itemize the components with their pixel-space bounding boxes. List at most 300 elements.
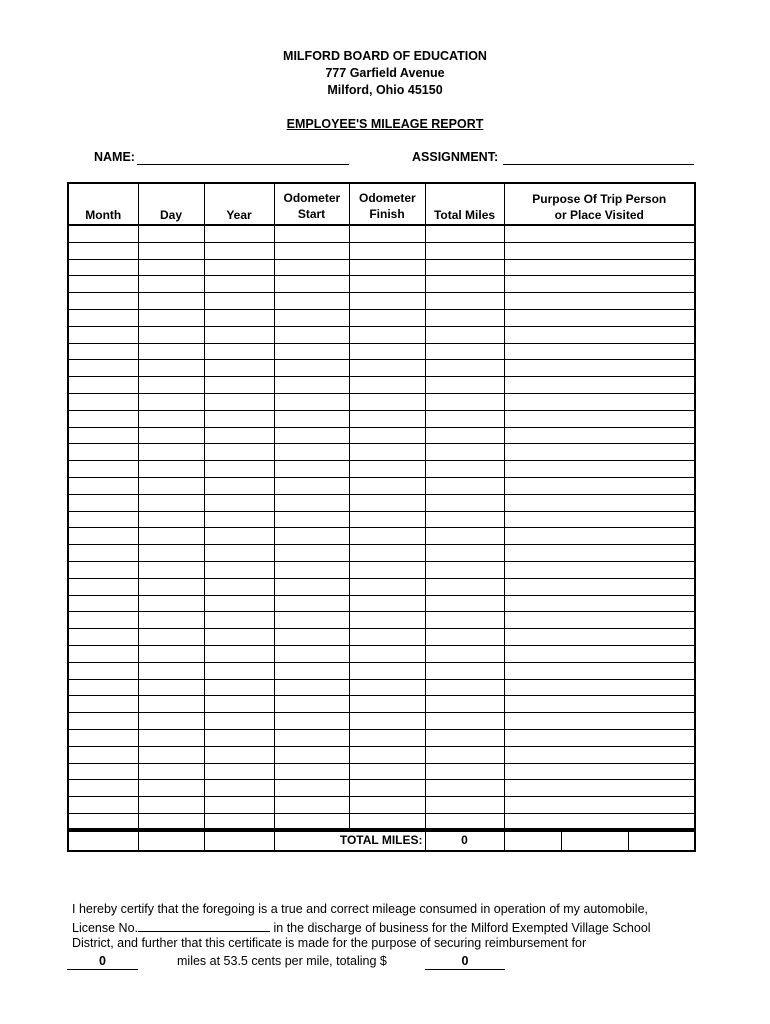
org-name: MILFORD BOARD OF EDUCATION (283, 49, 487, 63)
totals-blank-cell (561, 829, 628, 851)
table-cell[interactable] (349, 293, 425, 310)
table-cell[interactable] (425, 326, 504, 343)
table-cell[interactable] (68, 511, 138, 528)
table-cell[interactable] (504, 360, 695, 377)
table-cell[interactable] (349, 309, 425, 326)
table-row (68, 595, 695, 612)
table-cell[interactable] (504, 326, 695, 343)
table-cell[interactable] (138, 662, 204, 679)
table-cell[interactable] (274, 444, 349, 461)
table-cell[interactable] (274, 679, 349, 696)
table-cell[interactable] (349, 629, 425, 646)
table-cell[interactable] (425, 578, 504, 595)
table-cell[interactable] (274, 763, 349, 780)
table-cell[interactable] (138, 444, 204, 461)
table-cell[interactable] (138, 377, 204, 394)
table-row (68, 444, 695, 461)
totals-blank-cell (204, 829, 274, 851)
table-cell[interactable] (204, 461, 274, 478)
table-cell[interactable] (204, 276, 274, 293)
table-cell[interactable] (504, 763, 695, 780)
table-cell[interactable] (425, 259, 504, 276)
table-cell[interactable] (138, 797, 204, 814)
table-cell[interactable] (425, 494, 504, 511)
table-cell[interactable] (349, 326, 425, 343)
table-cell[interactable] (68, 427, 138, 444)
report-title: EMPLOYEE'S MILEAGE REPORT (286, 117, 484, 131)
table-cell[interactable] (274, 511, 349, 528)
table-row (68, 360, 695, 377)
table-cell[interactable] (425, 309, 504, 326)
table-cell[interactable] (204, 393, 274, 410)
table-cell[interactable] (504, 561, 695, 578)
table-row (68, 545, 695, 562)
table-cell[interactable] (274, 242, 349, 259)
table-row (68, 797, 695, 814)
table-cell[interactable] (504, 427, 695, 444)
table-cell[interactable] (68, 343, 138, 360)
table-cell[interactable] (68, 477, 138, 494)
table-cell[interactable] (274, 713, 349, 730)
col-header-purpose-text: Purpose Of Trip Person or Place Visited (532, 192, 667, 222)
table-cell[interactable] (68, 713, 138, 730)
table-cell[interactable] (138, 763, 204, 780)
table-cell[interactable] (349, 511, 425, 528)
table-cell[interactable] (504, 225, 695, 242)
table-cell[interactable] (274, 360, 349, 377)
table-cell[interactable] (425, 427, 504, 444)
table-row (68, 293, 695, 310)
table-cell[interactable] (68, 797, 138, 814)
table-cell[interactable] (68, 410, 138, 427)
table-cell[interactable] (349, 461, 425, 478)
table-cell[interactable] (68, 545, 138, 562)
table-cell[interactable] (138, 713, 204, 730)
table-cell[interactable] (68, 242, 138, 259)
table-cell[interactable] (425, 679, 504, 696)
table-cell[interactable] (504, 528, 695, 545)
table-row (68, 528, 695, 545)
table-cell[interactable] (349, 410, 425, 427)
table-cell[interactable] (274, 780, 349, 797)
total-miles-label: TOTAL MILES: (274, 829, 425, 851)
table-cell[interactable] (204, 528, 274, 545)
table-row (68, 713, 695, 730)
table-cell[interactable] (68, 679, 138, 696)
table-row (68, 477, 695, 494)
table-cell[interactable] (274, 612, 349, 629)
table-cell[interactable] (138, 629, 204, 646)
table-row (68, 645, 695, 662)
table-cell[interactable] (504, 309, 695, 326)
table-cell[interactable] (504, 377, 695, 394)
table-cell[interactable] (425, 410, 504, 427)
table-cell[interactable] (425, 662, 504, 679)
table-cell[interactable] (425, 763, 504, 780)
table-cell[interactable] (425, 477, 504, 494)
table-cell[interactable] (204, 511, 274, 528)
table-cell[interactable] (138, 645, 204, 662)
table-cell[interactable] (138, 225, 204, 242)
table-cell[interactable] (138, 326, 204, 343)
table-cell[interactable] (138, 780, 204, 797)
table-cell[interactable] (68, 763, 138, 780)
table-row (68, 780, 695, 797)
table-cell[interactable] (204, 780, 274, 797)
table-cell[interactable] (68, 494, 138, 511)
table-cell[interactable] (68, 528, 138, 545)
table-cell[interactable] (138, 578, 204, 595)
totals-row-table (67, 828, 696, 852)
table-cell[interactable] (425, 343, 504, 360)
table-cell[interactable] (504, 393, 695, 410)
table-cell[interactable] (274, 393, 349, 410)
certified-miles-value: 0 (67, 954, 138, 970)
table-cell[interactable] (504, 645, 695, 662)
table-cell[interactable] (138, 477, 204, 494)
table-cell[interactable] (349, 477, 425, 494)
table-cell[interactable] (274, 729, 349, 746)
table-cell[interactable] (349, 662, 425, 679)
table-cell[interactable] (68, 578, 138, 595)
table-cell[interactable] (68, 309, 138, 326)
table-cell[interactable] (204, 729, 274, 746)
table-cell[interactable] (425, 612, 504, 629)
table-cell[interactable] (274, 629, 349, 646)
table-cell[interactable] (504, 461, 695, 478)
table-cell[interactable] (204, 797, 274, 814)
table-cell[interactable] (204, 494, 274, 511)
table-cell[interactable] (504, 444, 695, 461)
table-cell[interactable] (204, 427, 274, 444)
table-cell[interactable] (425, 276, 504, 293)
table-cell[interactable] (204, 444, 274, 461)
table-cell[interactable] (425, 511, 504, 528)
table-cell[interactable] (274, 461, 349, 478)
total-miles-value: 0 (425, 829, 504, 851)
table-cell[interactable] (274, 578, 349, 595)
table-cell[interactable] (425, 713, 504, 730)
table-cell[interactable] (425, 746, 504, 763)
table-cell[interactable] (504, 259, 695, 276)
license-number-field[interactable] (138, 919, 270, 932)
table-cell[interactable] (68, 561, 138, 578)
col-header-odometer-start-text: Odometer Start (283, 191, 341, 221)
totals-blank-cell (68, 829, 138, 851)
table-cell[interactable] (68, 595, 138, 612)
table-cell[interactable] (425, 780, 504, 797)
table-cell[interactable] (504, 477, 695, 494)
table-cell[interactable] (138, 343, 204, 360)
table-cell[interactable] (138, 293, 204, 310)
table-cell[interactable] (68, 696, 138, 713)
table-cell[interactable] (68, 393, 138, 410)
table-cell[interactable] (274, 696, 349, 713)
table-cell[interactable] (425, 444, 504, 461)
table-cell[interactable] (349, 645, 425, 662)
table-cell[interactable] (138, 494, 204, 511)
name-field[interactable] (137, 164, 349, 165)
table-cell[interactable] (204, 763, 274, 780)
table-cell[interactable] (274, 797, 349, 814)
table-cell[interactable] (504, 494, 695, 511)
totals-blank-cell (504, 829, 561, 851)
table-cell[interactable] (68, 293, 138, 310)
table-cell[interactable] (504, 511, 695, 528)
table-cell[interactable] (425, 696, 504, 713)
table-cell[interactable] (138, 696, 204, 713)
table-cell[interactable] (204, 679, 274, 696)
col-header-purpose (504, 183, 695, 225)
table-cell[interactable] (504, 797, 695, 814)
table-cell[interactable] (204, 477, 274, 494)
table-cell[interactable] (274, 427, 349, 444)
table-cell[interactable] (68, 629, 138, 646)
table-row (68, 259, 695, 276)
table-cell[interactable] (274, 561, 349, 578)
table-cell[interactable] (274, 595, 349, 612)
table-cell[interactable] (204, 377, 274, 394)
table-cell[interactable] (425, 528, 504, 545)
table-cell[interactable] (204, 561, 274, 578)
table-cell[interactable] (68, 225, 138, 242)
col-header-total-miles: Total Miles (425, 183, 504, 225)
table-cell[interactable] (349, 713, 425, 730)
table-cell[interactable] (68, 645, 138, 662)
table-cell[interactable] (138, 561, 204, 578)
table-cell[interactable] (349, 528, 425, 545)
assignment-field[interactable] (503, 164, 694, 165)
table-row (68, 629, 695, 646)
table-row (68, 662, 695, 679)
table-cell[interactable] (204, 343, 274, 360)
table-cell[interactable] (204, 595, 274, 612)
table-cell[interactable] (204, 293, 274, 310)
table-cell[interactable] (274, 746, 349, 763)
table-cell[interactable] (425, 461, 504, 478)
table-cell[interactable] (349, 259, 425, 276)
table-cell[interactable] (274, 225, 349, 242)
table-cell[interactable] (349, 427, 425, 444)
table-cell[interactable] (274, 645, 349, 662)
table-cell[interactable] (349, 729, 425, 746)
table-cell[interactable] (204, 242, 274, 259)
table-cell[interactable] (68, 276, 138, 293)
table-cell[interactable] (204, 612, 274, 629)
table-cell[interactable] (68, 360, 138, 377)
table-cell[interactable] (68, 259, 138, 276)
table-cell[interactable] (349, 225, 425, 242)
table-cell[interactable] (138, 612, 204, 629)
table-cell[interactable] (504, 343, 695, 360)
table-cell[interactable] (138, 679, 204, 696)
table-cell[interactable] (138, 528, 204, 545)
table-cell[interactable] (504, 293, 695, 310)
table-cell[interactable] (274, 377, 349, 394)
table-row (68, 242, 695, 259)
table-cell[interactable] (349, 377, 425, 394)
table-cell[interactable] (68, 662, 138, 679)
table-cell[interactable] (349, 578, 425, 595)
table-cell[interactable] (425, 797, 504, 814)
table-cell[interactable] (274, 662, 349, 679)
table-cell[interactable] (349, 612, 425, 629)
certification-line-3: District, and further that this certificate is made for the purpose of securing reimbursement for (72, 936, 587, 950)
table-cell[interactable] (68, 612, 138, 629)
certification-line-1: I hereby certify that the foregoing is a true and correct mileage consumed in operation of my automobile, (72, 902, 649, 916)
license-label: License No. (72, 921, 139, 935)
certification-line-2-text: in the discharge of business for the Milford Exempted Village School (270, 921, 651, 935)
table-cell[interactable] (68, 780, 138, 797)
table-cell[interactable] (204, 410, 274, 427)
table-cell[interactable] (425, 377, 504, 394)
table-cell[interactable] (138, 595, 204, 612)
table-cell[interactable] (349, 360, 425, 377)
table-cell[interactable] (204, 225, 274, 242)
table-cell[interactable] (425, 561, 504, 578)
table-cell[interactable] (68, 326, 138, 343)
table-cell[interactable] (425, 595, 504, 612)
table-row (68, 511, 695, 528)
table-cell[interactable] (138, 360, 204, 377)
table-cell[interactable] (425, 360, 504, 377)
table-cell[interactable] (349, 276, 425, 293)
table-cell[interactable] (204, 662, 274, 679)
table-cell[interactable] (204, 360, 274, 377)
table-cell[interactable] (349, 763, 425, 780)
table-cell[interactable] (204, 309, 274, 326)
table-cell[interactable] (138, 746, 204, 763)
table-cell[interactable] (349, 242, 425, 259)
table-cell[interactable] (68, 746, 138, 763)
table-cell[interactable] (425, 729, 504, 746)
table-cell[interactable] (138, 276, 204, 293)
table-cell[interactable] (349, 494, 425, 511)
table-cell[interactable] (349, 746, 425, 763)
table-row (68, 578, 695, 595)
table-cell[interactable] (504, 780, 695, 797)
table-cell[interactable] (274, 410, 349, 427)
table-cell[interactable] (138, 729, 204, 746)
table-cell[interactable] (349, 797, 425, 814)
table-cell[interactable] (138, 393, 204, 410)
table-cell[interactable] (138, 410, 204, 427)
reimbursement-amount-value: 0 (425, 954, 505, 970)
table-cell[interactable] (504, 746, 695, 763)
table-cell[interactable] (349, 679, 425, 696)
table-cell[interactable] (274, 259, 349, 276)
table-cell[interactable] (204, 629, 274, 646)
table-cell[interactable] (274, 494, 349, 511)
table-row (68, 494, 695, 511)
table-cell[interactable] (504, 679, 695, 696)
table-cell[interactable] (425, 629, 504, 646)
table-cell[interactable] (138, 242, 204, 259)
table-cell[interactable] (204, 713, 274, 730)
table-cell[interactable] (504, 696, 695, 713)
table-cell[interactable] (504, 729, 695, 746)
table-cell[interactable] (425, 225, 504, 242)
table-cell[interactable] (349, 561, 425, 578)
table-header-row (68, 183, 695, 225)
table-cell[interactable] (425, 293, 504, 310)
col-header-odometer-start (274, 183, 349, 225)
table-cell[interactable] (504, 612, 695, 629)
table-cell[interactable] (504, 242, 695, 259)
table-cell[interactable] (349, 343, 425, 360)
table-cell[interactable] (425, 545, 504, 562)
table-row (68, 746, 695, 763)
table-cell[interactable] (204, 326, 274, 343)
table-row (68, 461, 695, 478)
table-cell[interactable] (204, 259, 274, 276)
table-cell[interactable] (504, 595, 695, 612)
table-cell[interactable] (425, 242, 504, 259)
table-cell[interactable] (504, 662, 695, 679)
table-cell[interactable] (204, 578, 274, 595)
table-row (68, 612, 695, 629)
col-header-odometer-finish (349, 183, 425, 225)
table-cell[interactable] (349, 545, 425, 562)
table-row (68, 763, 695, 780)
org-street: 777 Garfield Avenue (325, 66, 445, 80)
certification-line-2 (72, 919, 651, 935)
col-header-year: Year (204, 183, 274, 225)
table-cell[interactable] (138, 309, 204, 326)
table-cell[interactable] (504, 713, 695, 730)
table-cell[interactable] (68, 444, 138, 461)
table-cell[interactable] (138, 259, 204, 276)
table-cell[interactable] (274, 276, 349, 293)
table-cell[interactable] (274, 326, 349, 343)
table-cell[interactable] (349, 444, 425, 461)
table-cell[interactable] (204, 746, 274, 763)
table-cell[interactable] (138, 511, 204, 528)
table-cell[interactable] (274, 477, 349, 494)
table-row (68, 679, 695, 696)
table-cell[interactable] (349, 393, 425, 410)
table-cell[interactable] (274, 343, 349, 360)
table-cell[interactable] (274, 309, 349, 326)
table-cell[interactable] (425, 393, 504, 410)
table-cell[interactable] (68, 461, 138, 478)
table-cell[interactable] (349, 780, 425, 797)
table-row (68, 729, 695, 746)
table-cell[interactable] (425, 645, 504, 662)
table-cell[interactable] (138, 427, 204, 444)
table-cell[interactable] (68, 377, 138, 394)
table-cell[interactable] (504, 410, 695, 427)
table-cell[interactable] (504, 545, 695, 562)
table-cell[interactable] (138, 461, 204, 478)
table-cell[interactable] (504, 276, 695, 293)
table-cell[interactable] (349, 595, 425, 612)
table-cell[interactable] (349, 696, 425, 713)
table-cell[interactable] (204, 645, 274, 662)
table-cell[interactable] (138, 545, 204, 562)
table-cell[interactable] (274, 545, 349, 562)
table-cell[interactable] (274, 293, 349, 310)
table-row (68, 276, 695, 293)
table-cell[interactable] (274, 528, 349, 545)
table-cell[interactable] (504, 578, 695, 595)
certification-line-4: miles at 53.5 cents per mile, totaling $ (177, 954, 387, 968)
table-cell[interactable] (504, 629, 695, 646)
table-cell[interactable] (204, 696, 274, 713)
table-cell[interactable] (204, 545, 274, 562)
table-row (68, 326, 695, 343)
table-cell[interactable] (68, 729, 138, 746)
